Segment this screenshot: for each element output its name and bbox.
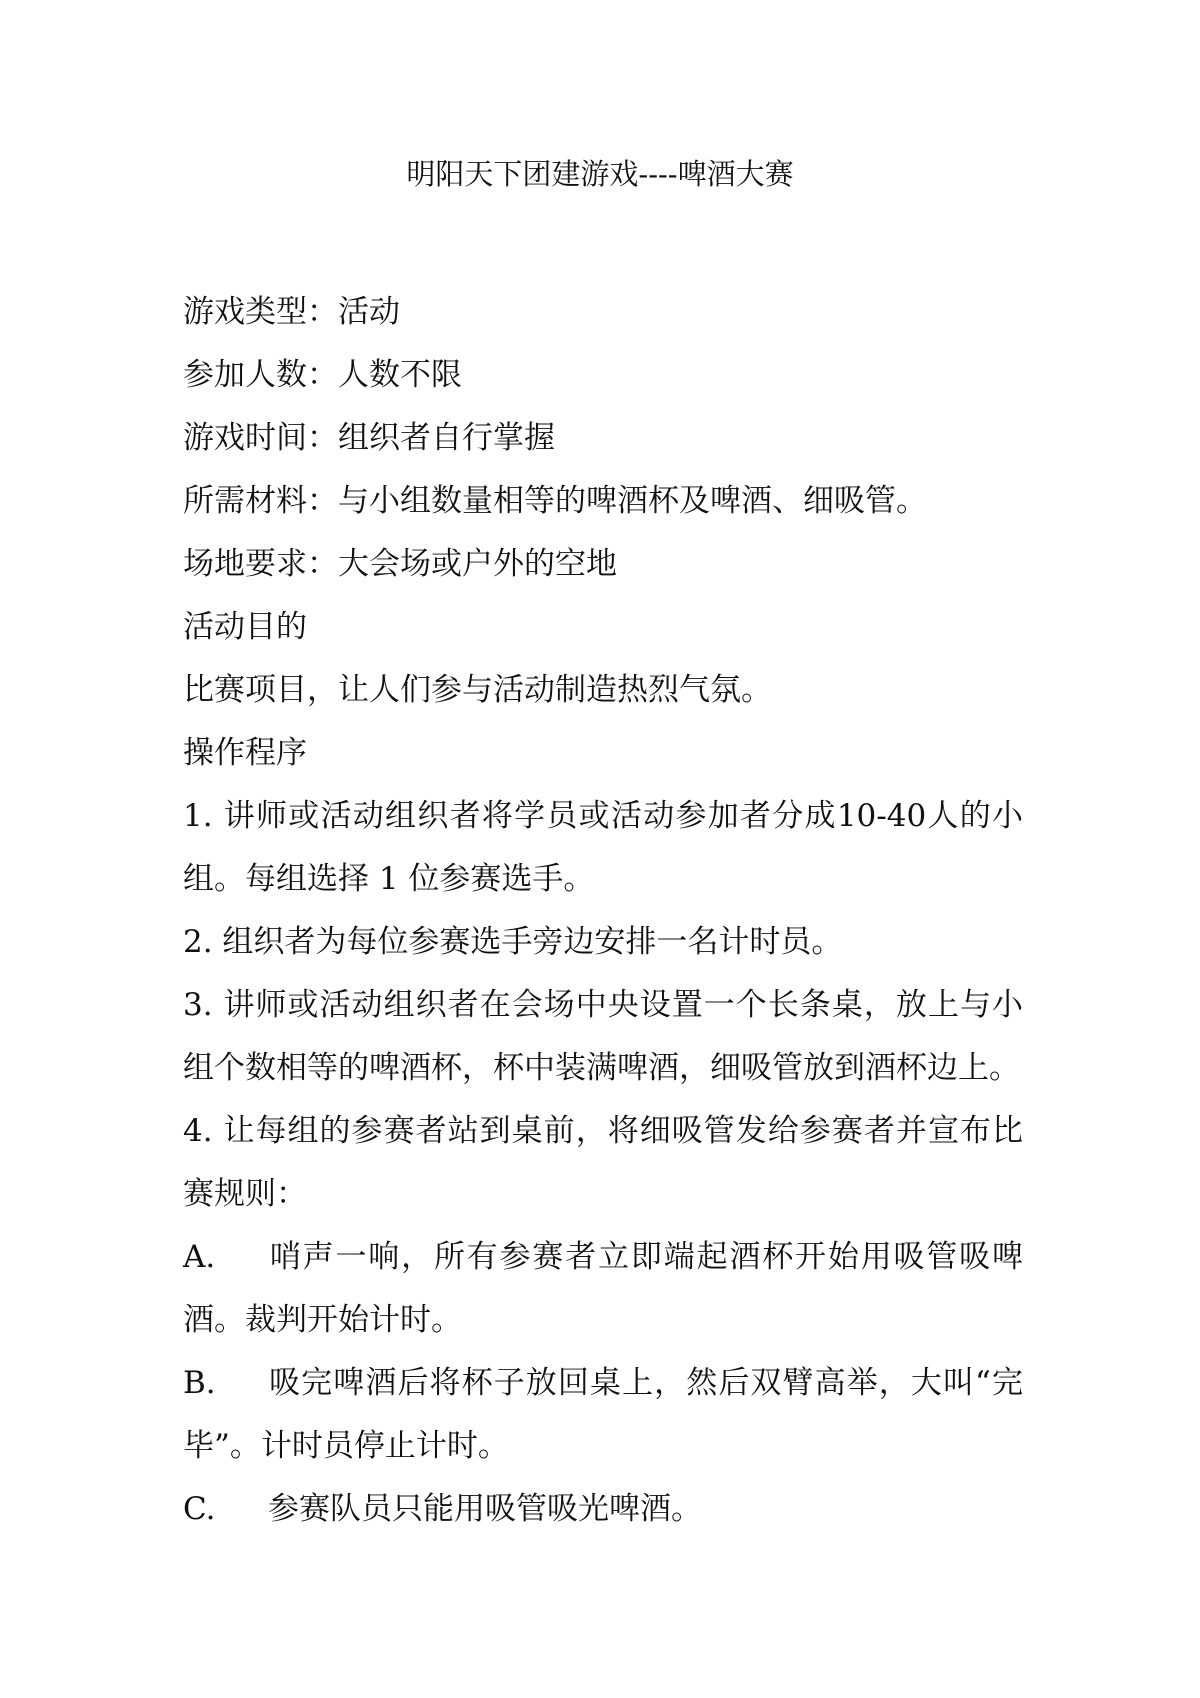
rule-text: 参赛队员只能用吸管吸光啤酒。 (268, 1491, 702, 1527)
field-label: 游戏时间： (183, 420, 338, 456)
rule-b (183, 1352, 1023, 1478)
procedure-step-1: 1. 讲师或活动组织者将学员或活动参加者分成10-40人的小组。每组选择 1 位参赛选手。 (183, 798, 1023, 897)
field-venue (183, 533, 1023, 596)
procedure-step-2: 2. 组织者为每位参赛选手旁边安排一名计时员。 (183, 924, 843, 960)
field-value: 组织者自行掌握 (338, 420, 555, 456)
rule-label: C. (183, 1491, 216, 1527)
field-participants (183, 344, 1023, 407)
purpose-heading: 活动目的 (183, 609, 307, 645)
field-label: 参加人数： (183, 357, 338, 393)
field-game-type (183, 281, 1023, 344)
field-value: 与小组数量相等的啤酒杯及啤酒、细吸管。 (338, 483, 927, 519)
procedure-step-4: 4. 让每组的参赛者站到桌前，将细吸管发给参赛者并宣布比赛规则： (183, 1113, 1023, 1212)
rule-label: A. (183, 1239, 216, 1275)
field-game-time (183, 407, 1023, 470)
field-label: 场地要求： (183, 546, 338, 582)
rule-label: B. (183, 1365, 216, 1401)
field-label: 所需材料： (183, 483, 338, 519)
document-title: 明阳天下团建游戏----啤酒大赛 (406, 157, 794, 191)
rule-text: 哨声一响，所有参赛者立即端起酒杯开始用吸管吸啤酒。裁判开始计时。 (183, 1239, 1023, 1338)
field-value: 活动 (338, 294, 400, 330)
procedure-heading: 操作程序 (183, 735, 307, 771)
procedure-step-3: 3. 讲师或活动组织者在会场中央设置一个长条桌，放上与小组个数相等的啤酒杯，杯中装满啤酒，细吸管放到酒杯边上。 (183, 987, 1023, 1086)
field-value: 大会场或户外的空地 (338, 546, 617, 582)
purpose-text: 比赛项目，让人们参与活动制造热烈气氛。 (183, 672, 772, 708)
field-value: 人数不限 (338, 357, 462, 393)
rule-text: 吸完啤酒后将杯子放回桌上，然后双臂高举，大叫“完毕”。计时员停止计时。 (183, 1365, 1023, 1464)
rule-a (183, 1226, 1023, 1352)
rule-c (183, 1478, 1023, 1541)
field-label: 游戏类型： (183, 294, 338, 330)
field-materials (183, 470, 1023, 533)
document-body (183, 281, 1023, 1541)
